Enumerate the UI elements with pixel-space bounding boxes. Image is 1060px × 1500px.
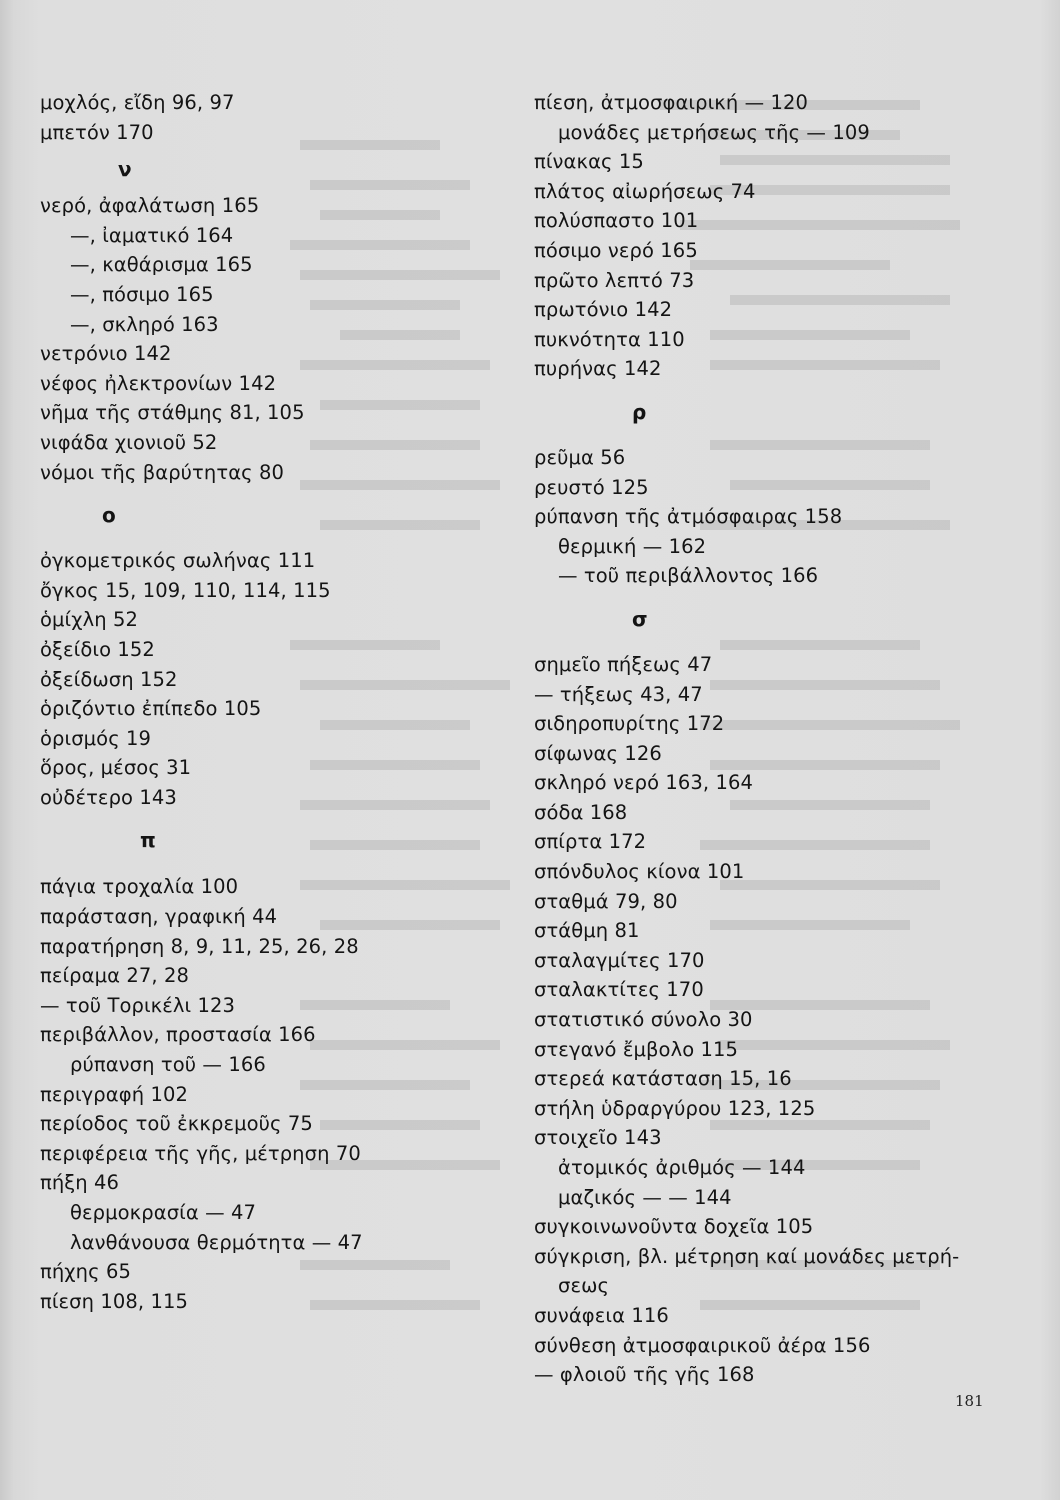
section-letter-omicron: ο bbox=[102, 503, 116, 528]
index-entry: σκληρό νερό 163, 164 bbox=[534, 771, 754, 795]
index-entry: ὀξείδωση 152 bbox=[40, 667, 178, 691]
index-entry: ὁρισμός 19 bbox=[40, 726, 152, 750]
index-entry: νιφάδα χιονιοῦ 52 bbox=[40, 430, 218, 454]
index-entry: νῆμα τῆς στάθμης 81, 105 bbox=[40, 401, 305, 425]
index-entry: συγκοινωνοῦντα δοχεῖα 105 bbox=[534, 1215, 814, 1239]
index-entry: πυκνότητα 110 bbox=[534, 327, 685, 351]
index-subentry: —, καθάρισμα 165 bbox=[70, 253, 253, 277]
index-entry: σύνθεση ἀτμοσφαιρικοῦ ἀέρα 156 bbox=[534, 1333, 871, 1357]
index-entry: ὄγκος 15, 109, 110, 114, 115 bbox=[40, 578, 331, 602]
index-entry: στεγανό ἔμβολο 115 bbox=[534, 1037, 739, 1061]
index-entry: ὀγκομετρικός σωλήνας 111 bbox=[40, 549, 316, 573]
index-subentry: λανθάνουσα θερμότητα — 47 bbox=[70, 1230, 363, 1254]
index-subentry: —, ἰαματικό 164 bbox=[70, 223, 234, 247]
index-entry: πείραμα 27, 28 bbox=[40, 964, 189, 988]
index-subentry: ρύπανση τοῦ — 166 bbox=[70, 1053, 266, 1077]
index-entry: σπίρτα 172 bbox=[534, 830, 647, 854]
index-entry-continuation: σεως bbox=[558, 1274, 610, 1298]
index-entry: σημεῖο πήξεως 47 bbox=[534, 652, 713, 676]
index-entry: πίνακας 15 bbox=[534, 150, 644, 174]
index-entry: στάθμη 81 bbox=[534, 919, 640, 943]
index-entry: ρύπανση τῆς ἀτμόσφαιρας 158 bbox=[534, 505, 843, 529]
index-subentry: — τοῦ περιβάλλοντος 166 bbox=[558, 564, 819, 588]
index-entry: πλάτος αἰωρήσεως 74 bbox=[534, 179, 756, 203]
index-entry: σύγκριση, βλ. μέτρηση καί μονάδες μετρή- bbox=[534, 1244, 960, 1268]
index-entry: ὀξείδιο 152 bbox=[40, 637, 155, 661]
index-entry: πήχης 65 bbox=[40, 1260, 131, 1284]
index-entry: στοιχεῖο 143 bbox=[534, 1126, 662, 1150]
index-subentry: μονάδες μετρήσεως τῆς — 109 bbox=[558, 120, 870, 144]
index-entry: πολύσπαστο 101 bbox=[534, 209, 699, 233]
index-entry: νετρόνιο 142 bbox=[40, 342, 172, 366]
index-entry: ρεῦμα 56 bbox=[534, 445, 626, 469]
index-entry: συνάφεια 116 bbox=[534, 1303, 669, 1327]
index-entry: στήλη ὑδραργύρου 123, 125 bbox=[534, 1096, 816, 1120]
index-entry: περίοδος τοῦ ἐκκρεμοῦς 75 bbox=[40, 1112, 313, 1136]
index-entry: ὁμίχλη 52 bbox=[40, 608, 139, 632]
index-entry: ὅρος, μέσος 31 bbox=[40, 756, 192, 780]
index-entry: πίεση, ἀτμοσφαιρική — 120 bbox=[534, 91, 809, 114]
index-subentry: θερμοκρασία — 47 bbox=[70, 1201, 257, 1224]
index-entry: σταλαγμίτες 170 bbox=[534, 948, 705, 972]
index-entry: σόδα 168 bbox=[534, 800, 628, 824]
index-entry: νόμοι τῆς βαρύτητας 80 bbox=[40, 460, 285, 484]
index-entry: πίεση 108, 115 bbox=[40, 1289, 189, 1313]
index-entry: σταθμά 79, 80 bbox=[534, 889, 678, 913]
section-letter-sigma: σ bbox=[632, 606, 648, 631]
section-letter-rho: ρ bbox=[632, 399, 647, 424]
index-entry: μπετόν 170 bbox=[40, 120, 154, 144]
index-subentry: ἀτομικός ἀριθμός — 144 bbox=[558, 1156, 806, 1179]
index-entry: παράσταση, γραφική 44 bbox=[40, 905, 278, 929]
index-entry: πρωτόνιο 142 bbox=[534, 298, 673, 322]
index-entry: στατιστικό σύνολο 30 bbox=[534, 1008, 753, 1032]
index-entry: πόσιμο νερό 165 bbox=[534, 238, 698, 262]
index-entry: περιγραφή 102 bbox=[40, 1082, 188, 1106]
index-entry: οὐδέτερο 143 bbox=[40, 785, 177, 809]
index-column-left bbox=[40, 88, 510, 1316]
index-entry: μοχλός, εἴδη 96, 97 bbox=[40, 91, 235, 114]
index-entry: ὁριζόντιο ἐπίπεδο 105 bbox=[40, 697, 262, 721]
index-entry: σίφωνας 126 bbox=[534, 741, 662, 765]
index-entry: νερό, ἀφαλάτωση 165 bbox=[40, 194, 260, 218]
index-entry: περιβάλλον, προστασία 166 bbox=[40, 1023, 316, 1047]
index-subentry: μαζικός — — 144 bbox=[558, 1185, 732, 1209]
index-entry: στερεά κατάσταση 15, 16 bbox=[534, 1067, 792, 1091]
index-subentry: θερμική — 162 bbox=[558, 534, 707, 558]
index-column-right bbox=[534, 88, 1034, 1390]
index-entry: — τοῦ Τορικέλι 123 bbox=[40, 993, 236, 1017]
index-entry: — τήξεως 43, 47 bbox=[534, 682, 703, 706]
index-entry: πυρήνας 142 bbox=[534, 357, 662, 381]
section-letter-pi: π bbox=[140, 828, 156, 853]
index-subentry: —, πόσιμο 165 bbox=[70, 282, 214, 306]
page-number: 181 bbox=[955, 1392, 984, 1410]
index-entry: σπόνδυλος κίονα 101 bbox=[534, 860, 745, 884]
index-entry: πάγια τροχαλία 100 bbox=[40, 875, 239, 899]
index-entry: σιδηροπυρίτης 172 bbox=[534, 712, 725, 736]
section-letter-nu: ν bbox=[118, 157, 132, 182]
index-entry: παρατήρηση 8, 9, 11, 25, 26, 28 bbox=[40, 934, 359, 958]
index-entry: — φλοιοῦ τῆς γῆς 168 bbox=[534, 1363, 755, 1387]
index-entry: πήξη 46 bbox=[40, 1171, 120, 1195]
index-entry: πρῶτο λεπτό 73 bbox=[534, 268, 695, 292]
index-entry: ρευστό 125 bbox=[534, 475, 649, 499]
index-entry: περιφέρεια τῆς γῆς, μέτρηση 70 bbox=[40, 1141, 361, 1165]
index-entry: σταλακτίτες 170 bbox=[534, 978, 704, 1002]
index-entry: νέφος ἠλεκτρονίων 142 bbox=[40, 371, 277, 395]
index-subentry: —, σκληρό 163 bbox=[70, 312, 219, 336]
